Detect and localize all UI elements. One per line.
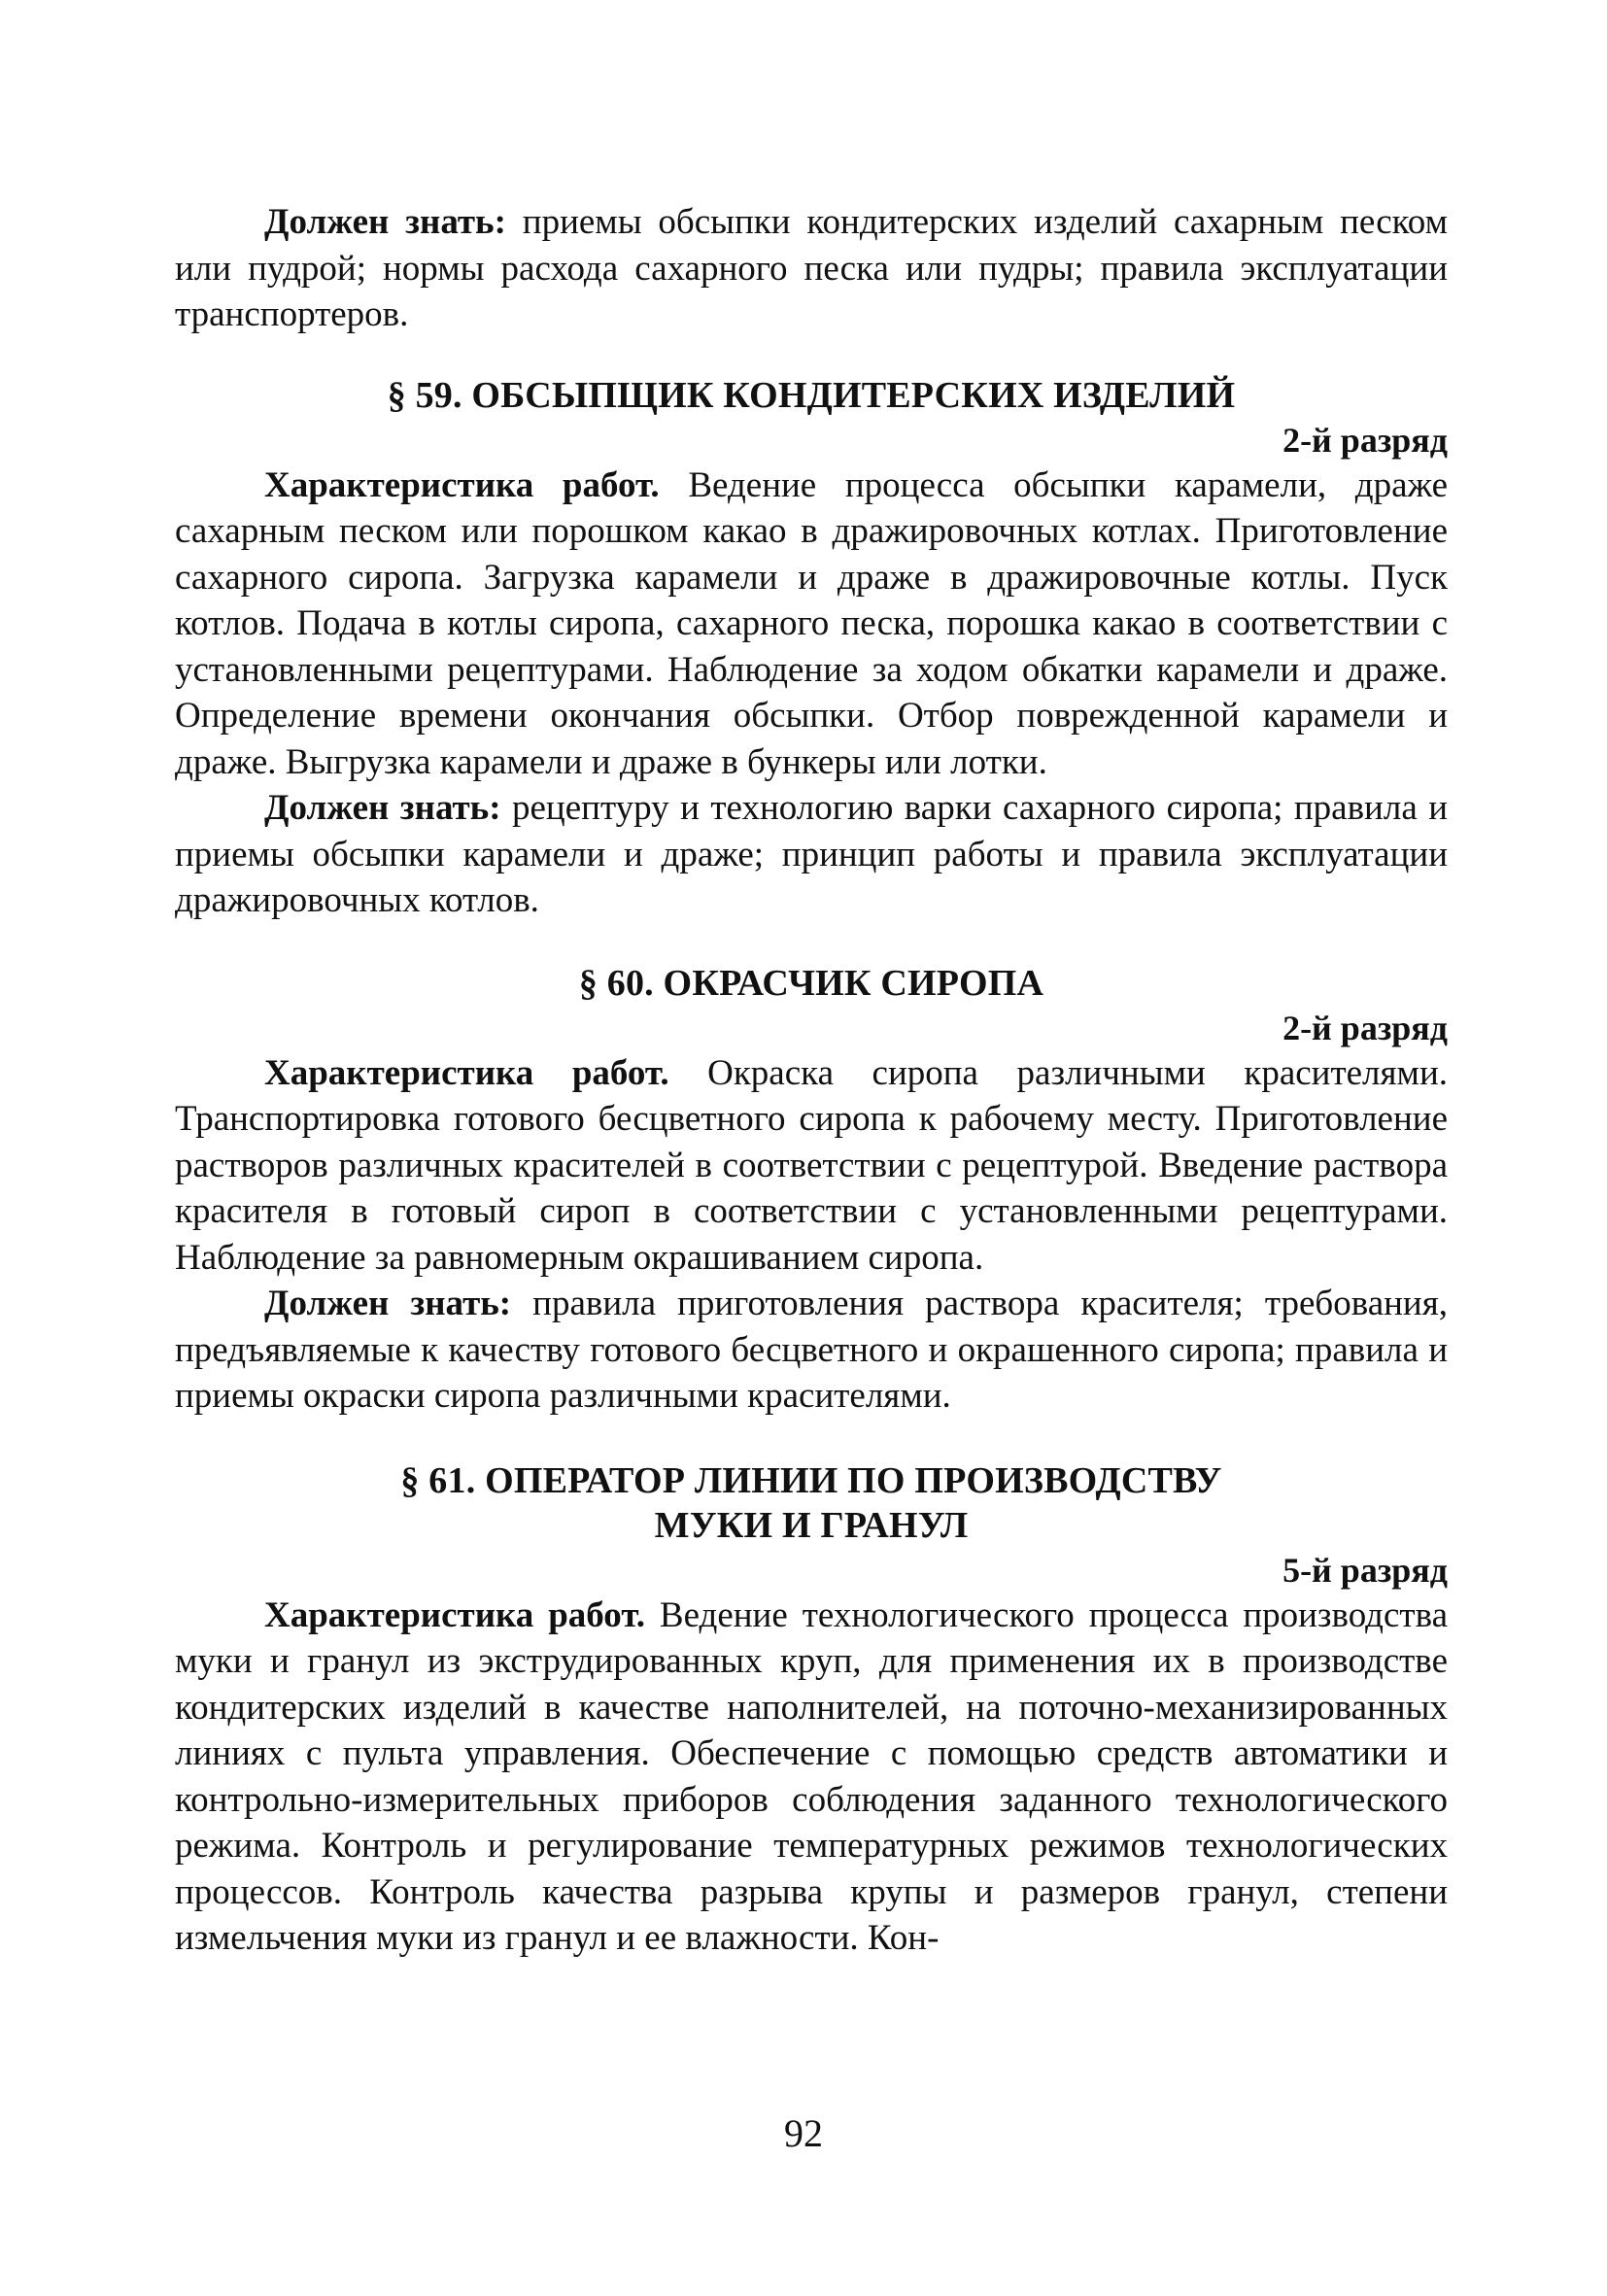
document-page [175, 199, 1448, 1962]
work-characteristics-paragraph [175, 463, 1448, 786]
section-title-line: § 59. ОБСЫПЩИК КОНДИТЕРСКИХ ИЗДЕЛИЙ [387, 374, 1236, 416]
intro-lead: Должен знать: [264, 202, 506, 242]
intro-text: приемы обсыпки кондитерских изделий сахарным песком или пудрой; нормы расхода сахарного песка или пудры; правила эксплуатации транспортеров. [175, 202, 1448, 334]
spacer [175, 1420, 1448, 1458]
work-characteristics-paragraph [175, 1050, 1448, 1282]
work-characteristics-text: Ведение процесса обсыпки карамели, драже сахарным песком или порошком какао в дражировочных котлах. Приготовление сахарного сиропа. Загрузка карамели и драже в дражировочные котлы. Пуск котлов. Подача в котлы сиропа, сахарного песка, порошка какао в соответствии с установленными рецептурами. Наблюдение за ходом обкатки карамели и драже. Определение времени окончания обсыпки. Отбор поврежденной карамели и драже. Выгрузка карамели и драже в бункеры или лотки. [175, 464, 1449, 782]
section-title [175, 961, 1448, 1006]
section-title-line: § 61. ОПЕРАТОР ЛИНИИ ПО ПРОИЗВОДСТВУ [400, 1459, 1222, 1501]
section-title-line: § 60. ОКРАСЧИК СИРОПА [578, 962, 1044, 1004]
page-number: 92 [784, 2111, 823, 2155]
required-knowledge-lead: Должен знать: [264, 788, 501, 828]
work-characteristics-paragraph [175, 1593, 1448, 1962]
required-knowledge-text: правила приготовления раствора красителя; требования, предъявляемые к качеству готового бесцветного и окрашенного сиропа; правила и приемы окраски сиропа различными красителями. [175, 1284, 1448, 1416]
section-grade: 2-й разряд [1282, 420, 1448, 460]
required-knowledge-text: рецептуру и технологию варки сахарного сиропа; правила и приемы обсыпки карамели и драже; принцип работы и правила эксплуатации дражировочных котлов. [175, 788, 1448, 920]
work-characteristics-lead: Характеристика работ. [264, 1594, 645, 1635]
required-knowledge-lead: Должен знать: [264, 1284, 512, 1323]
section-title [175, 1458, 1448, 1548]
section-title-line: МУКИ И ГРАНУЛ [654, 1504, 969, 1546]
section-grade: 5-й разряд [1282, 1550, 1448, 1590]
required-knowledge-paragraph [175, 785, 1448, 924]
work-characteristics-text: Окраска сиропа различными красителями. Транспортировка готового бесцветного сиропа к рабочему месту. Приготовление растворов различных красителей в соответствии с рецептурой. Введение раствора красителя в готовый сироп в соответствии с установленными рецептурами. Наблюдение за равномерным окрашиванием сиропа. [175, 1052, 1449, 1278]
required-knowledge-paragraph [175, 1281, 1448, 1420]
spacer [175, 924, 1448, 961]
work-characteristics-lead: Характеристика работ. [264, 464, 660, 505]
section-title [175, 373, 1448, 418]
work-characteristics-lead: Характеристика работ. [264, 1052, 669, 1093]
work-characteristics-text: Ведение технологического процесса производства муки и гранул из экструдированных круп, для применения их в производстве кондитерских изделий в качестве наполнителей, на поточно-механизированных линиях с пульта управления. Обеспечение с помощью средств автоматики и контрольно-измерительных приборов соблюдения заданного технологического режима. Контроль и регулирование температурных режимов технологических процессов. Контроль качества разрыва крупы и размеров гранул, степени измельчения муки из гранул и ее влажности. Кон- [175, 1594, 1449, 1958]
spacer [175, 338, 1448, 373]
section-grade: 2-й разряд [1282, 1008, 1448, 1047]
intro-paragraph [175, 199, 1448, 338]
